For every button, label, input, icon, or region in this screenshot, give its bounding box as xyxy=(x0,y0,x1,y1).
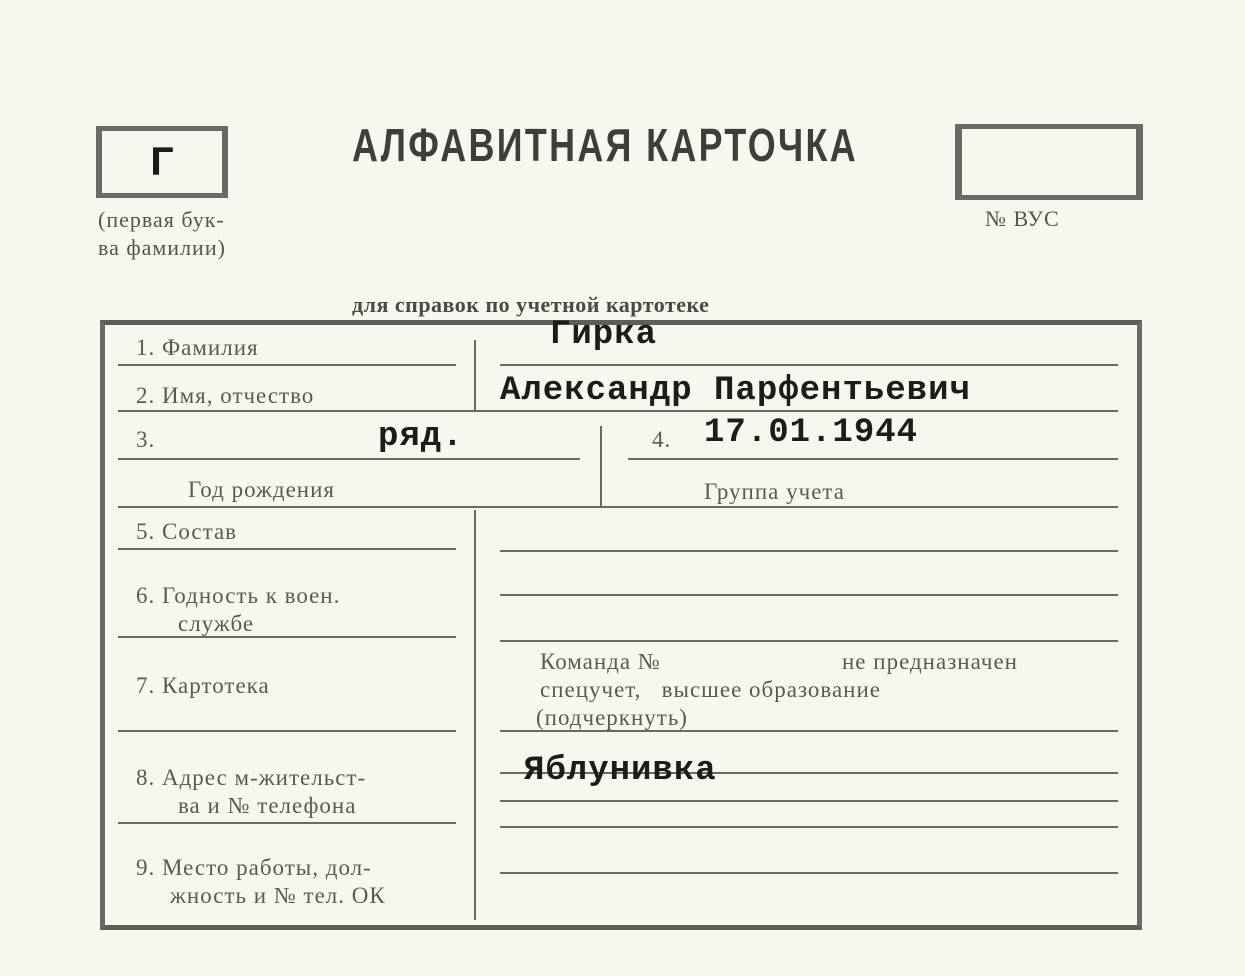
not-assigned-label: не предназначен xyxy=(842,649,1018,674)
first-letter-caption-line2: ва фамилии) xyxy=(98,235,226,260)
surname-value: Гирка xyxy=(550,316,658,354)
rule xyxy=(118,506,1118,508)
rule xyxy=(118,730,456,732)
card-title: АЛФАВИТНАЯ КАРТОЧКА xyxy=(352,119,859,171)
rule xyxy=(500,594,1118,596)
birth-year-caption: Год рождения xyxy=(188,477,335,502)
rule xyxy=(500,800,1118,802)
underline-note: (подчеркнуть) xyxy=(536,705,688,730)
date-value: 17.01.1944 xyxy=(704,414,919,452)
divider xyxy=(600,426,602,506)
address-value: Яблунивка xyxy=(524,752,717,790)
rank-label: 3. xyxy=(136,427,156,452)
name-patronymic-label: 2. Имя, отчество xyxy=(136,383,315,408)
address-label-line2: ва и № телефона xyxy=(178,793,357,818)
rule xyxy=(628,458,1118,460)
vus-caption: № ВУС xyxy=(985,206,1060,231)
name-patronymic-value: Александр Парфентьевич xyxy=(500,372,971,410)
group-label: 4. xyxy=(652,427,672,452)
rule xyxy=(500,364,1118,366)
rule xyxy=(500,872,1118,874)
divider xyxy=(474,340,476,410)
card-subtitle: для справок по учетной картотеке xyxy=(352,292,710,317)
first-letter-caption-line1: (первая бук- xyxy=(98,207,225,232)
vus-box xyxy=(955,124,1143,200)
group-caption: Группа учета xyxy=(704,479,845,504)
fitness-label-line1: 6. Годность к воен. xyxy=(136,583,341,608)
rule xyxy=(118,364,456,366)
first-letter-value: Г xyxy=(149,140,175,188)
rule xyxy=(118,458,580,460)
rank-value: ряд. xyxy=(378,418,464,456)
surname-label: 1. Фамилия xyxy=(136,335,259,360)
special-account-label: спецучет, высшее образование xyxy=(540,677,881,702)
card-index-label: 7. Картотека xyxy=(136,673,270,698)
divider xyxy=(474,510,476,920)
composition-label: 5. Состав xyxy=(136,519,238,544)
rule xyxy=(500,826,1118,828)
address-label-line1: 8. Адрес м-жительст- xyxy=(136,765,367,790)
workplace-label-line2: жность и № тел. ОК xyxy=(170,883,386,908)
rule xyxy=(118,410,1118,412)
rule xyxy=(118,636,456,638)
rule xyxy=(500,640,1118,642)
first-letter-caption xyxy=(98,206,226,262)
rule xyxy=(118,548,456,550)
rule xyxy=(500,550,1118,552)
team-number-label: Команда № xyxy=(540,649,661,674)
workplace-label-line1: 9. Место работы, дол- xyxy=(136,855,372,880)
fitness-label-line2: службе xyxy=(178,611,255,636)
rule xyxy=(118,822,456,824)
